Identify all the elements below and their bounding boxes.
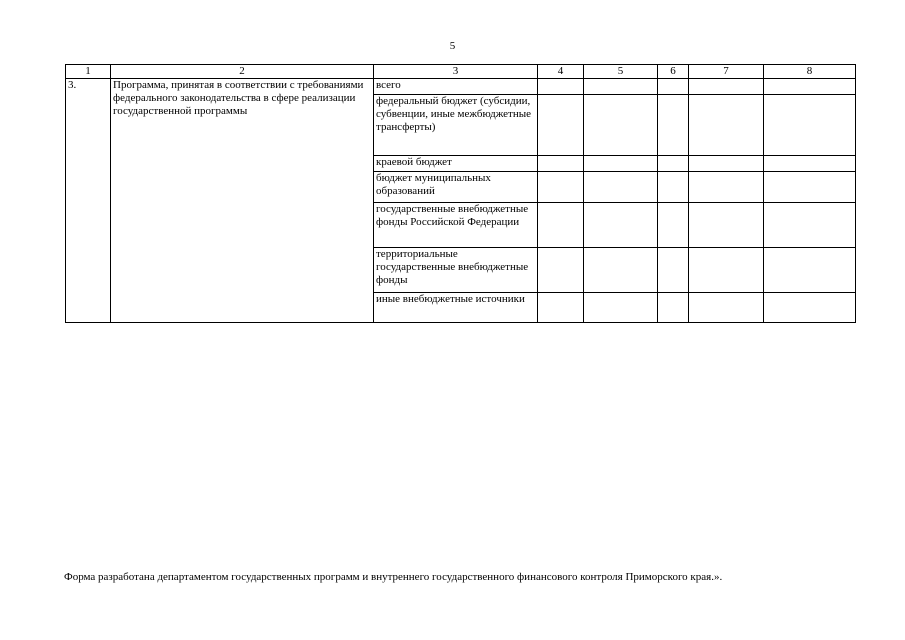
- value-cell: [689, 203, 764, 248]
- column-header-7: 7: [689, 65, 764, 79]
- source-cell-total: всего: [374, 79, 538, 95]
- value-cell: [658, 293, 689, 323]
- table-header-row: [66, 65, 856, 79]
- value-cell: [764, 203, 856, 248]
- value-cell: [689, 95, 764, 156]
- value-cell: [658, 95, 689, 156]
- column-header-3: 3: [374, 65, 538, 79]
- value-cell: [584, 248, 658, 293]
- source-cell-regional: краевой бюджет: [374, 156, 538, 172]
- source-cell-state-funds: государственные внебюджетные фонды Российской Федерации: [374, 203, 538, 248]
- value-cell: [538, 79, 584, 95]
- value-cell: [584, 79, 658, 95]
- value-cell: [764, 156, 856, 172]
- value-cell: [538, 203, 584, 248]
- column-header-6: 6: [658, 65, 689, 79]
- value-cell: [658, 156, 689, 172]
- value-cell: [764, 172, 856, 203]
- value-cell: [584, 293, 658, 323]
- page-number: 5: [449, 40, 456, 52]
- value-cell: [689, 293, 764, 323]
- value-cell: [584, 203, 658, 248]
- source-cell-territorial-funds: территориальные государственные внебюджетные фонды: [374, 248, 538, 293]
- value-cell: [689, 248, 764, 293]
- column-header-1: 1: [66, 65, 111, 79]
- row-number-cell: 3.: [66, 79, 111, 323]
- value-cell: [764, 248, 856, 293]
- source-cell-municipal: бюджет муниципальных образований: [374, 172, 538, 203]
- value-cell: [538, 95, 584, 156]
- column-header-2: 2: [111, 65, 374, 79]
- value-cell: [658, 79, 689, 95]
- value-cell: [689, 79, 764, 95]
- column-header-4: 4: [538, 65, 584, 79]
- value-cell: [764, 79, 856, 95]
- value-cell: [764, 95, 856, 156]
- value-cell: [689, 156, 764, 172]
- source-cell-other: иные внебюджетные источники: [374, 293, 538, 323]
- value-cell: [658, 172, 689, 203]
- value-cell: [538, 248, 584, 293]
- value-cell: [538, 172, 584, 203]
- value-cell: [584, 95, 658, 156]
- value-cell: [584, 156, 658, 172]
- value-cell: [658, 203, 689, 248]
- value-cell: [584, 172, 658, 203]
- column-header-8: 8: [764, 65, 856, 79]
- source-cell-federal: федеральный бюджет (субсидии, субвенции, иные межбюджетные трансферты): [374, 95, 538, 156]
- column-header-5: 5: [584, 65, 658, 79]
- value-cell: [538, 156, 584, 172]
- program-description-cell: Программа, принятая в соответствии с требованиями федерального законодательства в сфере реализации государственной программы: [111, 79, 374, 323]
- value-cell: [764, 293, 856, 323]
- footer-note: Форма разработана департаментом государственных программ и внутреннего государственного финансового контроля Приморского края.».: [64, 571, 723, 583]
- value-cell: [689, 172, 764, 203]
- value-cell: [658, 248, 689, 293]
- table-row: [66, 79, 856, 95]
- budget-table: [65, 64, 856, 323]
- value-cell: [538, 293, 584, 323]
